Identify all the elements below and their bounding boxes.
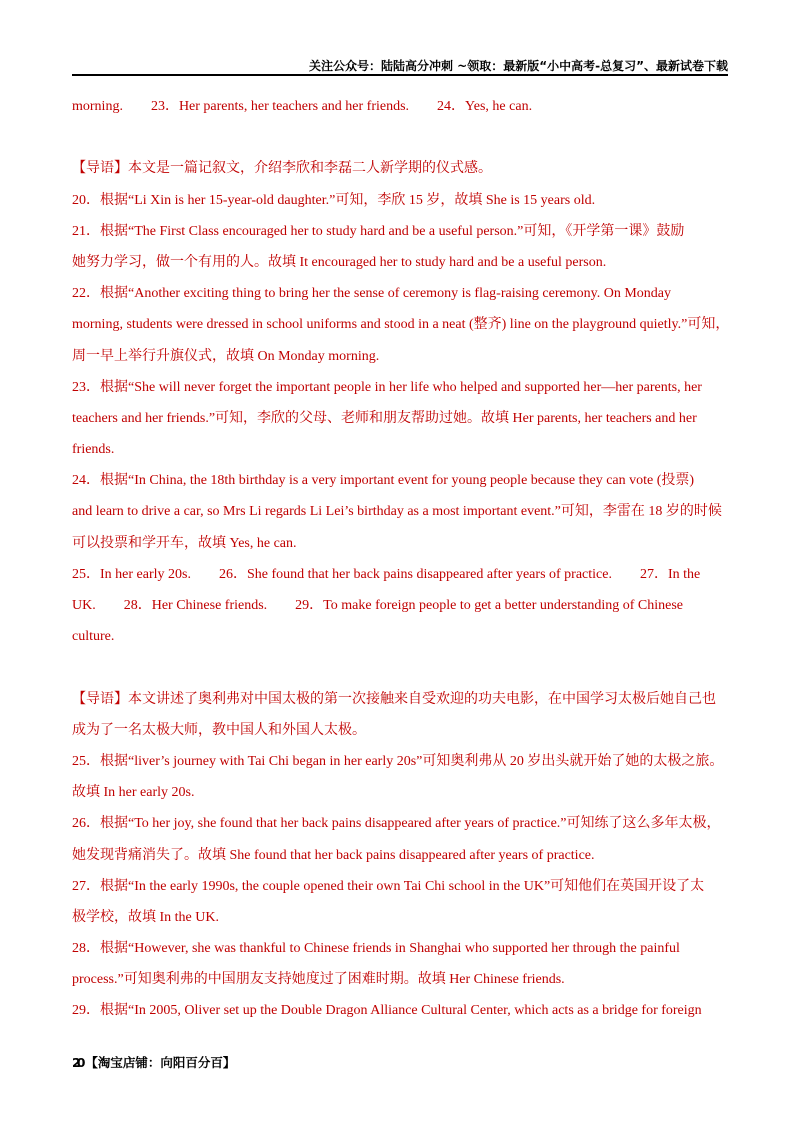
text-line: friends. [72,442,115,458]
text-line: morning, students were dressed in school uniforms and stood in a neat (整齐) line on the playground quietly.”可知， [72,317,730,333]
page-footer [72,1053,235,1071]
text-line: 她努力学习，做一个有用的人。故填 It encouraged her to study hard and be a useful person. [72,254,607,270]
document-body [72,91,732,1027]
text-line: and learn to drive a car, so Mrs Li regards Li Lei’s birthday as a most important event.”可知，李雷在 18 岁的时候 [72,504,722,520]
text-line: teachers and her friends.”可知，李欣的父母、老师和朋友帮助过她。故填 Her parents, her teachers and her [72,410,697,426]
text-line: 可以投票和学开车，故填 Yes, he can. [72,535,297,551]
text-line: 29．根据“In 2005, Oliver set up the Double Dragon Alliance Cultural Center, which acts as a bridge for foreign [72,1003,702,1019]
text-line: 25．In her early 20s. 26．She found that her back pains disappeared after years of practice. 27．In the [72,566,701,582]
text-line: culture. [72,629,115,645]
text-line: 故填 In her early 20s. [72,785,195,801]
text-line: 28．根据“However, she was thankful to Chinese friends in Shanghai who supported her through the painful [72,941,680,957]
shop-label: 【淘宝店铺：向阳百分百】 [85,1055,236,1070]
header-divider [72,74,728,76]
text-line: 成为了一名太极大师，教中国人和外国人太极。 [72,722,366,738]
text-line: 22．根据“Another exciting thing to bring her the sense of ceremony is flag-raising ceremony. On Monday [72,286,671,302]
text-line: 23．根据“She will never forget the important people in her life who helped and supported her—her parents, her [72,379,702,395]
page-number: 20 [72,1055,82,1070]
blank-line [72,652,732,683]
text-line: 27．根据“In the early 1990s, the couple opened their own Tai Chi school in the UK”可知他们在英国开设了太 [72,878,705,894]
text-line: 极学校，故填 In the UK. [72,909,219,925]
text-line: process.”可知奥利弗的中国朋友支持她度过了困难时期。故填 Her Chinese friends. [72,972,565,988]
blank-line [72,122,732,153]
text-line: 25．根据“liver’s journey with Tai Chi began in her early 20s”可知奥利弗从 20 岁出头就开始了她的太极之旅。 [72,753,724,769]
text-line: 周一早上举行升旗仪式，故填 On Monday morning. [72,348,380,364]
text-line: 21．根据“The First Class encouraged her to study hard and be a useful person.”可知，《开学第一课》鼓励 [72,223,685,239]
text-line: 26．根据“To her joy, she found that her back pains disappeared after years of practice.”可知练了这么多年太极， [72,816,721,832]
text-line: morning. 23．Her parents, her teachers and her friends. 24．Yes, he can. [72,99,533,114]
page-header: 关注公众号：陆陆高分冲刺 ~领取：最新版“小中高考-总复习”、最新试卷下载 [309,59,728,73]
text-line: 【导语】本文讲述了奥利弗对中国太极的第一次接触来自受欢迎的功夫电影，在中国学习太极后她自己也 [72,691,716,707]
text-line: UK. 28．Her Chinese friends. 29．To make foreign people to get a better understanding of Chinese [72,598,683,613]
text-line: 24．根据“In China, the 18th birthday is a very important event for young people because they can vote (投票) [72,473,695,489]
text-line: 【导语】本文是一篇记叙文，介绍李欣和李磊二人新学期的仪式感。 [72,161,492,177]
text-line: 20．根据“Li Xin is her 15-year-old daughter.”可知，李欣 15 岁，故填 She is 15 years old. [72,192,596,208]
text-line: 她发现背痛消失了。故填 She found that her back pains disappeared after years of practice. [72,847,595,863]
